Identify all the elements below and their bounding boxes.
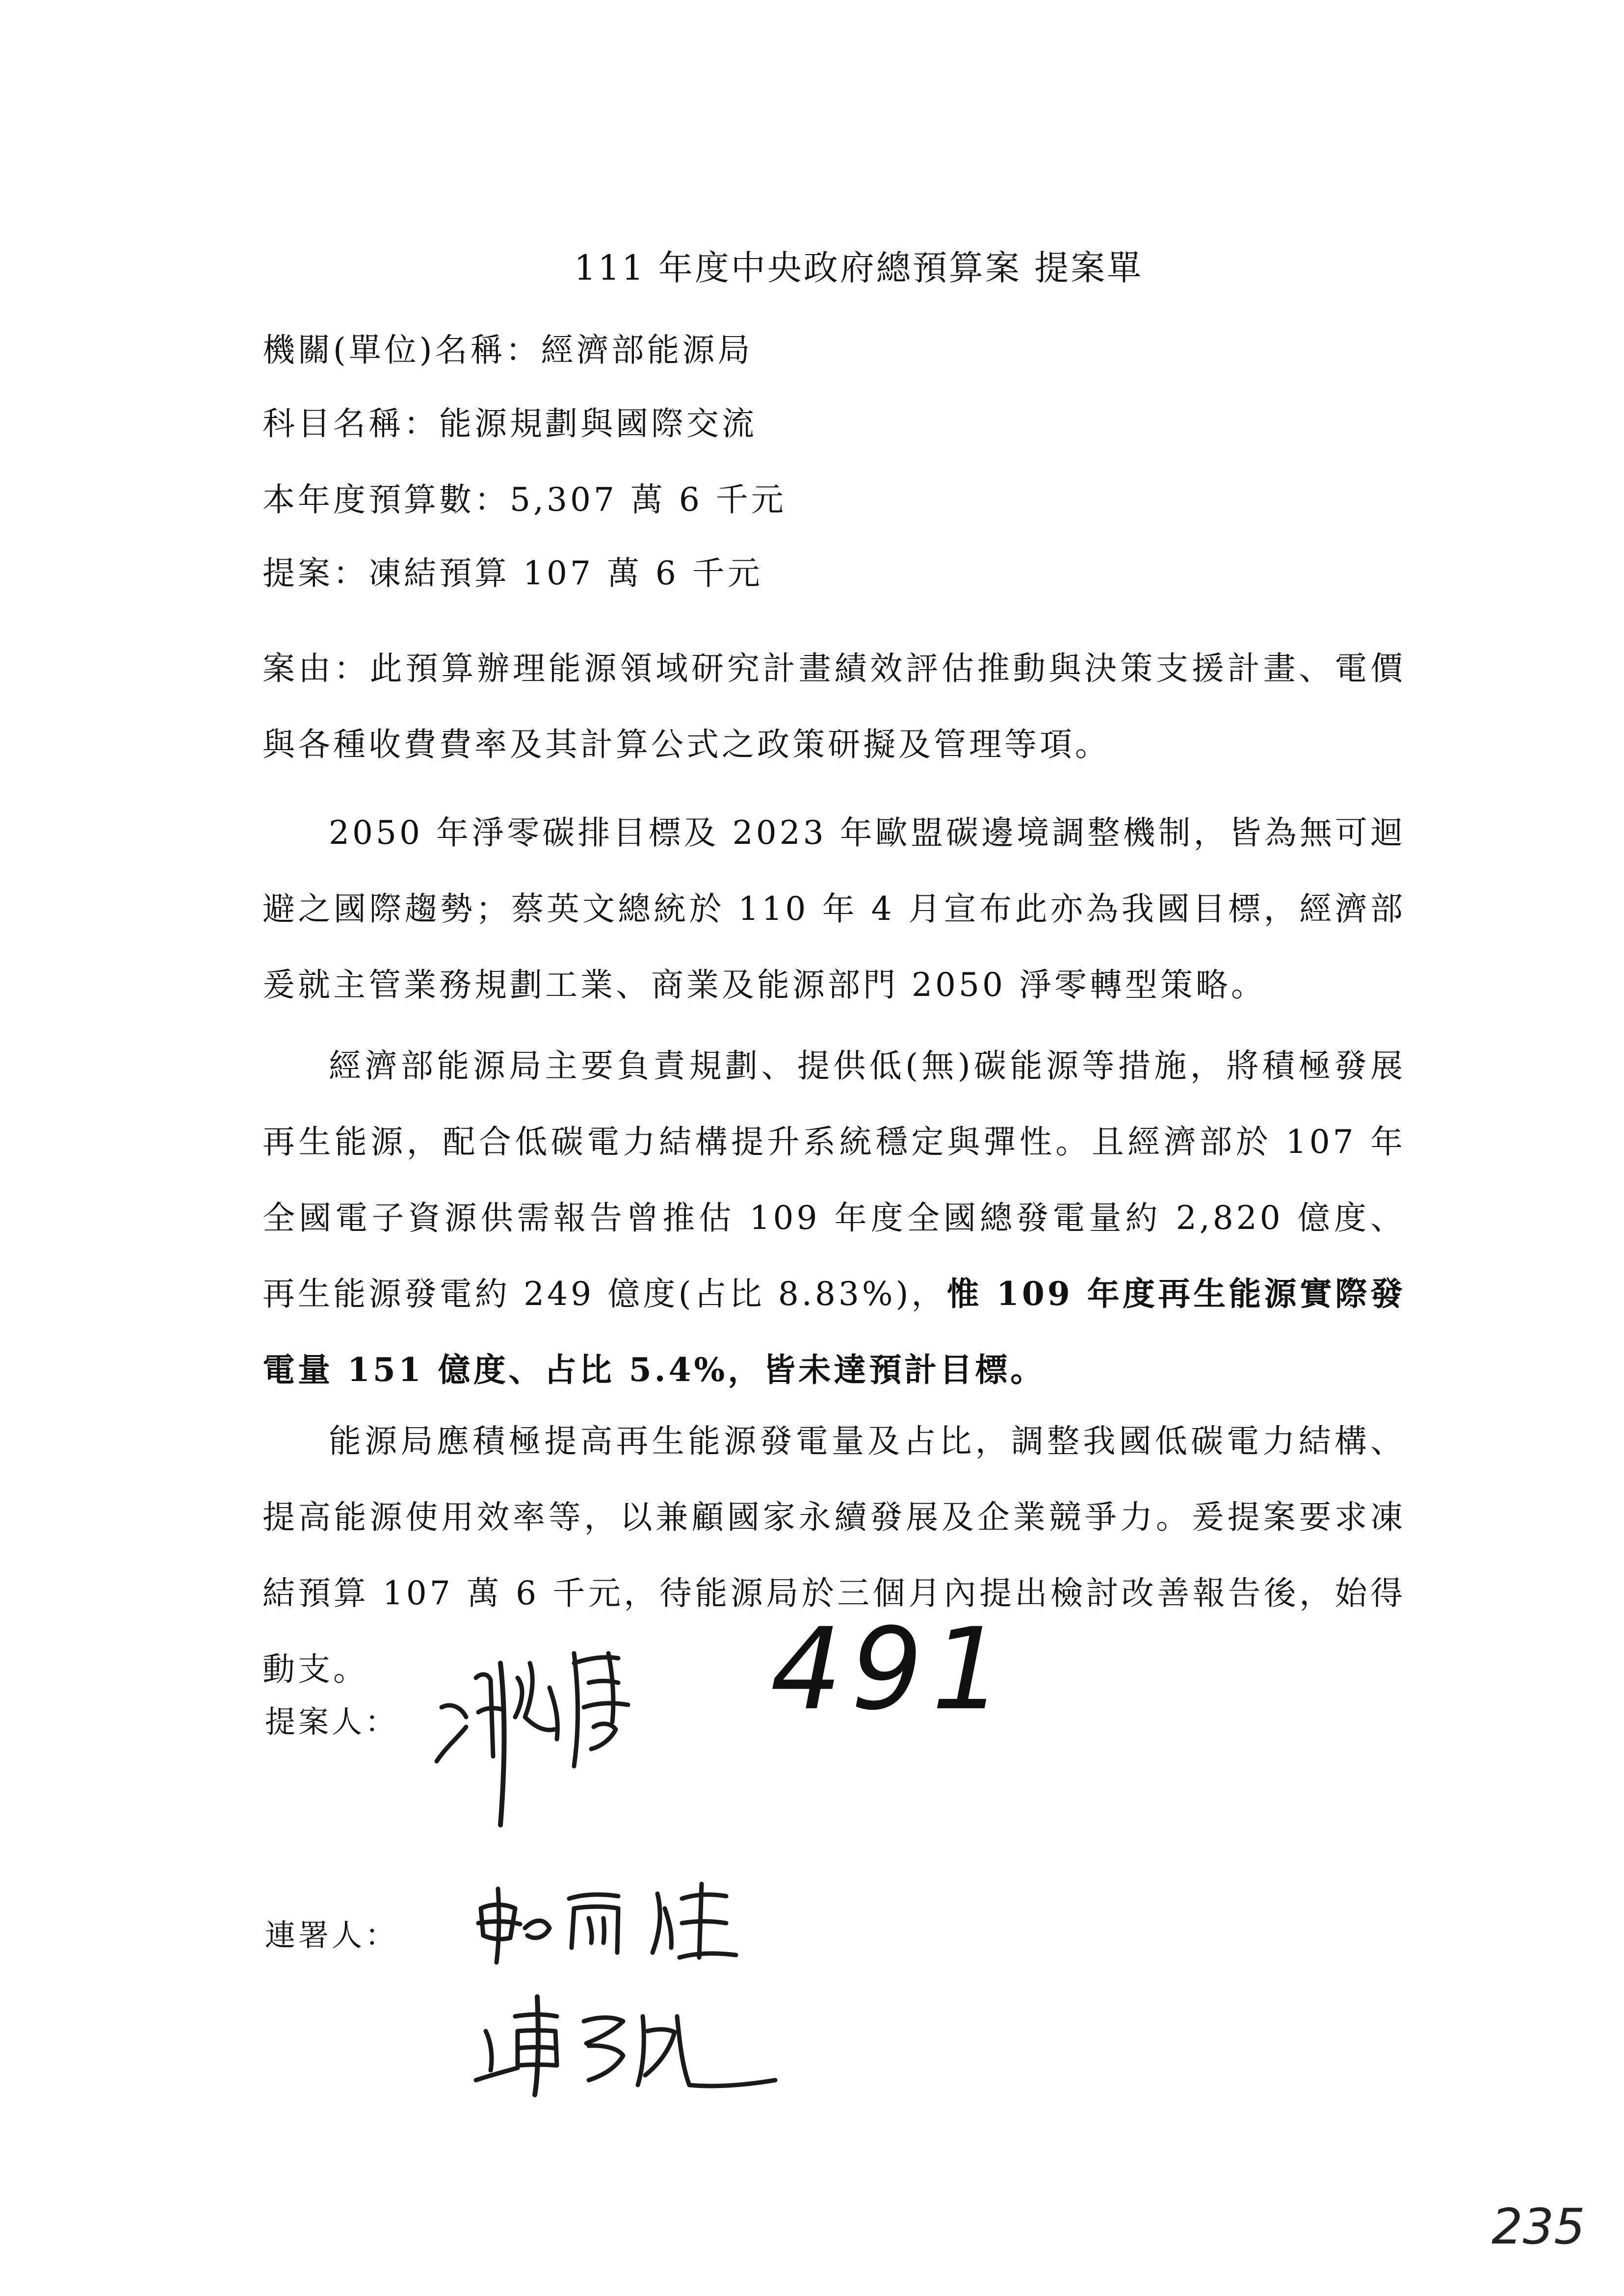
cosigner-signature-2 — [471, 1987, 785, 2100]
renewable-paragraph-emphasis: 惟 109 年度再生能源實際發電量 151 億度、占比 5.4%，皆未達預計目標。 — [262, 1275, 1406, 1389]
renewable-paragraph — [262, 1028, 1406, 1408]
renewable-paragraph-text: 經濟部能源局主要負責規劃、提供低(無)碳能源等措施，將積極發展再生能源，配合低碳電力結構提升系統穩定與彈性。且經濟部於 107 年全國電子資源供需報告曾推估 109 年度全國總發電量約 2,820 億度、再生能源發電約 249 億度(占比 8.83%)， — [262, 1047, 1406, 1313]
proposer-label: 提案人： — [265, 1704, 399, 1740]
budget-field: 本年度預算數：5,307 萬 6 千元 — [262, 481, 786, 519]
handwritten-page-number: 235 — [1492, 2198, 1585, 2255]
handwritten-number: 491 — [770, 1604, 1012, 1735]
agency-field: 機關(單位)名稱：經濟部能源局 — [262, 331, 753, 369]
reason-paragraph: 案由：此預算辦理能源領域研究計畫績效評估推動與決策支援計畫、電價與各種收費費率及其計算公式之政策研擬及管理等項。 — [262, 650, 1406, 763]
request-paragraph: 能源局應積極提高再生能源發電量及占比，調整我國低碳電力結構、提高能源使用效率等，以兼顧國家永續發展及企業競爭力。爰提案要求凍結預算 107 萬 6 千元，待能源局於三個月內提出檢討改善報告後，始得動支。 — [262, 1422, 1406, 1688]
cosigner-label: 連署人： — [265, 1917, 399, 1953]
cosigner-signature-1 — [471, 1879, 746, 1967]
subject-field: 科目名稱：能源規劃與國際交流 — [262, 405, 757, 443]
proposer-signature — [432, 1634, 657, 1840]
document-title: 111 年度中央政府總預算案 提案單 — [574, 248, 1144, 288]
proposal-field: 提案：凍結預算 107 萬 6 千元 — [262, 554, 763, 592]
net-zero-paragraph: 2050 年淨零碳排目標及 2023 年歐盟碳邊境調整機制，皆為無可迴避之國際趨勢；蔡英文總統於 110 年 4 月宣布此亦為我國目標，經濟部爰就主管業務規劃工業、商業及能源部門 2050 淨零轉型策略。 — [262, 814, 1406, 1004]
